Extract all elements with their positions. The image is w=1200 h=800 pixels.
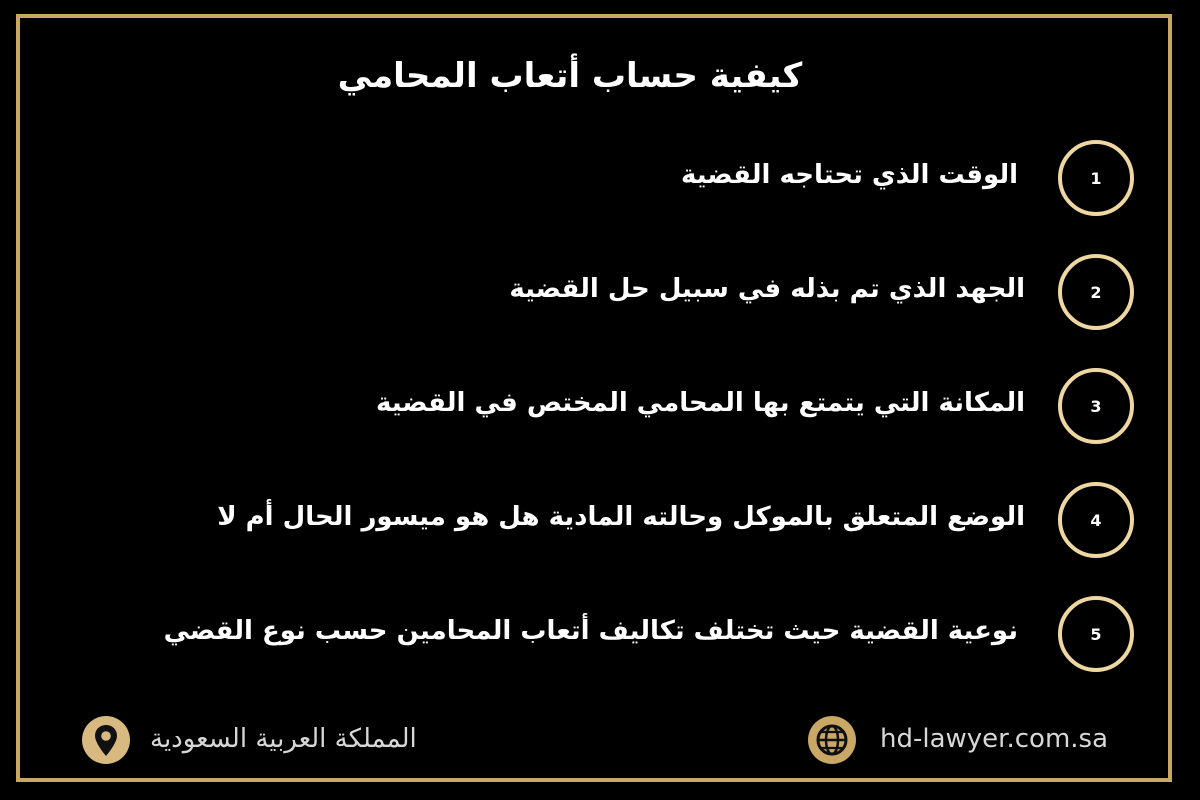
website-footer <box>808 716 1158 766</box>
list-item-text: نوعية القضية حيث تختلف تكاليف أتعاب المحامين حسب نوع القضي <box>163 616 1018 646</box>
list-item <box>0 254 1200 336</box>
number-badge: 4 <box>1058 482 1134 558</box>
list-item-text: الوقت الذي تحتاجه القضية <box>681 160 1018 190</box>
list-item <box>0 140 1200 222</box>
list-item <box>0 596 1200 678</box>
location-text: المملكة العربية السعودية <box>150 724 417 754</box>
globe-icon <box>808 716 856 764</box>
list-item <box>0 368 1200 450</box>
number-badge: 5 <box>1058 596 1134 672</box>
map-pin-icon <box>82 716 130 764</box>
number-badge: 1 <box>1058 140 1134 216</box>
list-item-text: المكانة التي يتمتع بها المحامي المختص في القضية <box>376 388 1025 418</box>
list-item-text: الوضع المتعلق بالموكل وحالته المادية هل هو ميسور الحال أم لا <box>217 502 1025 532</box>
list-item <box>0 482 1200 564</box>
location-footer <box>82 716 502 766</box>
list-item-text: الجهد الذي تم بذله في سبيل حل القضية <box>509 274 1025 304</box>
website-url[interactable]: hd-lawyer.com.sa <box>880 724 1109 754</box>
number-badge: 3 <box>1058 368 1134 444</box>
page-title: كيفية حساب أتعاب المحامي <box>337 56 803 96</box>
number-badge: 2 <box>1058 254 1134 330</box>
